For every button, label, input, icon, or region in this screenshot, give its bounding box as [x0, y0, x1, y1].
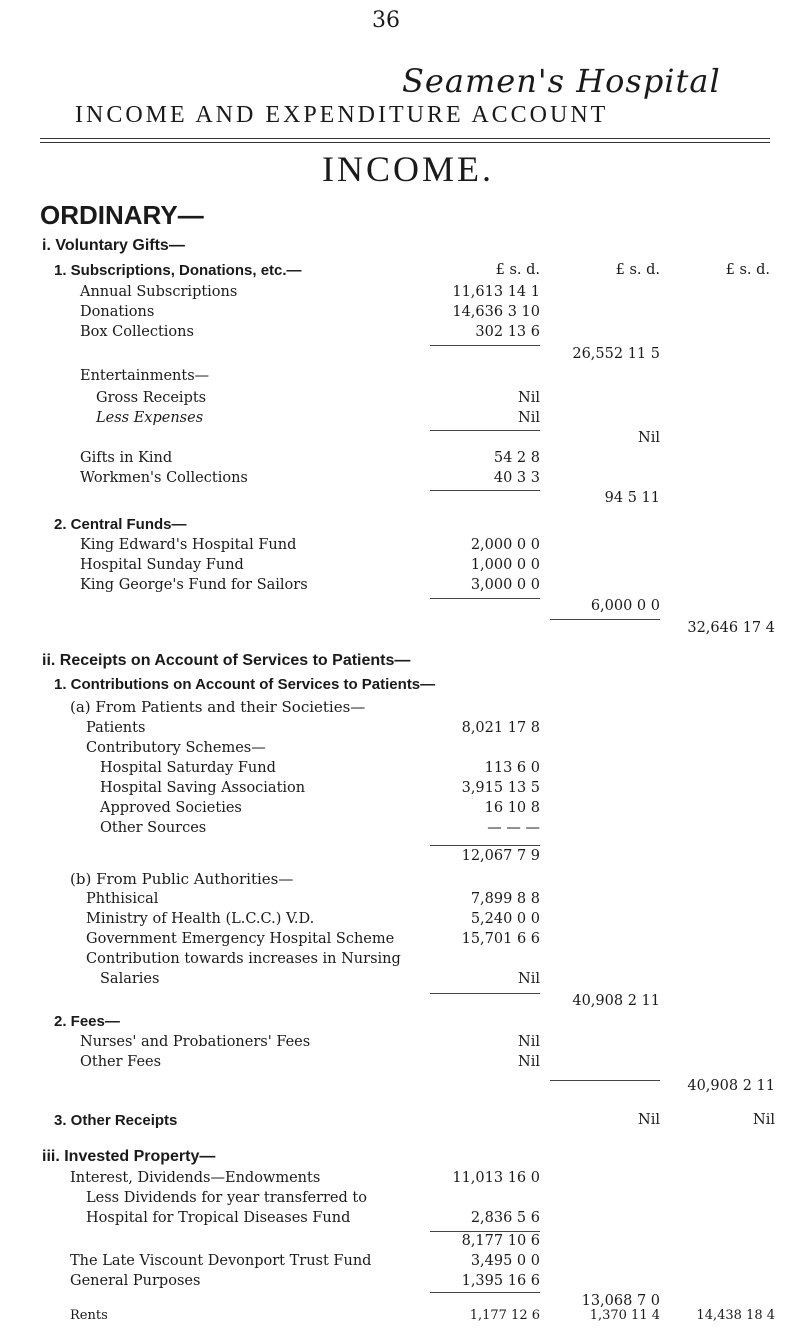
other-sources-label: Other Sources [100, 820, 207, 836]
other-receipts-right: Nil [753, 1112, 775, 1128]
invested-total: 14,438 18 4 [696, 1308, 775, 1323]
interest-label: Interest, Dividends—Endowments [70, 1170, 321, 1186]
annual-subscriptions-label: Annual Subscriptions [80, 284, 238, 300]
hospital-saving-label: Hospital Saving Association [100, 780, 306, 796]
less-expenses-label: Less Expenses [96, 410, 204, 426]
central-total: 6,000 0 0 [590, 598, 660, 614]
other-sources-amount: — — — [487, 820, 540, 836]
entertainments-total: Nil [638, 430, 660, 446]
box-collections-label: Box Collections [80, 324, 194, 340]
gross-receipts-label: Gross Receipts [96, 390, 207, 406]
currency-header: £ s. d. [725, 262, 770, 278]
subscriptions-total: 26,552 11 5 [572, 346, 660, 362]
voluntary-heading: i. Voluntary Gifts— [42, 237, 185, 254]
contributions-total: 40,908 2 11 [572, 993, 660, 1009]
hospital-saturday-amount: 113 6 0 [484, 760, 540, 776]
devonport-label: The Late Viscount Devonport Trust Fund [70, 1253, 372, 1269]
section-title: INCOME. [322, 149, 494, 189]
interest-total: 13,068 7 0 [581, 1293, 660, 1309]
interest-net: 8,177 10 6 [461, 1233, 540, 1249]
sum-line [430, 1292, 540, 1293]
interest-amount: 11,013 16 0 [452, 1170, 540, 1186]
currency-header: £ s. d. [615, 262, 660, 278]
salaries-amount: Nil [518, 971, 540, 987]
emergency-amount: 15,701 6 6 [461, 931, 540, 947]
sum-line [430, 345, 540, 346]
box-collections-amount: 302 13 6 [475, 324, 540, 340]
tropical-diseases-label: Hospital for Tropical Diseases Fund [86, 1210, 351, 1226]
hospital-saturday-label: Hospital Saturday Fund [100, 760, 276, 776]
gross-receipts-amount: Nil [518, 390, 540, 406]
other-receipts-label: 3. Other Receipts [54, 1112, 178, 1129]
hospital-sunday-label: Hospital Sunday Fund [80, 557, 244, 573]
hospital-sunday-amount: 1,000 0 0 [470, 557, 540, 573]
ministry-amount: 5,240 0 0 [470, 911, 540, 927]
from-patients-heading: (a) From Patients and their Societies— [70, 698, 366, 716]
sum-line [430, 1231, 540, 1232]
workmens-collections-amount: 40 3 3 [493, 470, 540, 486]
public-heading: (b) From Public Authorities— [70, 870, 294, 888]
tropical-diseases-amount: 2,836 5 6 [470, 1210, 540, 1226]
subscriptions-heading: 1. Subscriptions, Donations, etc.— [54, 262, 302, 279]
nurses-fees-amount: Nil [518, 1034, 540, 1050]
hospital-saving-amount: 3,915 13 5 [461, 780, 540, 796]
account-title: INCOME AND EXPENDITURE ACCOUNT [75, 102, 609, 128]
sum-line [430, 490, 540, 491]
gifts-in-kind-label: Gifts in Kind [80, 450, 173, 466]
gifts-total: 94 5 11 [604, 490, 660, 506]
services-total: 40,908 2 11 [687, 1078, 775, 1094]
central-funds-heading: 2. Central Funds— [54, 516, 187, 533]
approved-societies-label: Approved Societies [100, 800, 242, 816]
other-fees-label: Other Fees [80, 1054, 162, 1070]
contributions-heading: 1. Contributions on Account of Services to Patients— [54, 676, 436, 693]
contributory-heading: Contributory Schemes— [86, 740, 266, 756]
general-purposes-amount: 1,395 16 6 [461, 1273, 540, 1289]
king-george-amount: 3,000 0 0 [470, 577, 540, 593]
emergency-label: Government Emergency Hospital Scheme [86, 931, 395, 947]
page-number: 36 [372, 8, 400, 33]
less-expenses-amount: Nil [518, 410, 540, 426]
less-dividends-line: Less Dividends for year transferred to [86, 1190, 367, 1206]
sum-line [430, 993, 540, 994]
voluntary-total: 32,646 17 4 [687, 620, 775, 636]
salaries-label: Salaries [100, 971, 160, 987]
divider [40, 138, 770, 139]
fees-heading: 2. Fees— [54, 1013, 120, 1030]
ministry-label: Ministry of Health (L.C.C.) V.D. [86, 911, 315, 927]
devonport-amount: 3,495 0 0 [470, 1253, 540, 1269]
approved-societies-amount: 16 10 8 [484, 800, 540, 816]
king-edward-label: King Edward's Hospital Fund [80, 537, 297, 553]
entertainments-heading: Entertainments— [80, 368, 210, 384]
sum-line [550, 619, 660, 620]
general-purposes-label: General Purposes [70, 1273, 201, 1289]
donations-amount: 14,636 3 10 [452, 304, 540, 320]
ordinary-heading: ORDINARY— [40, 200, 204, 230]
sum-line [430, 430, 540, 431]
king-edward-amount: 2,000 0 0 [470, 537, 540, 553]
rents-label: Rents [70, 1308, 108, 1323]
phthisical-label: Phthisical [86, 891, 159, 907]
nursing-line: Contribution towards increases in Nursing [86, 951, 401, 967]
sum-line [550, 1080, 660, 1081]
rents-total: 1,370 11 4 [589, 1308, 660, 1323]
gifts-in-kind-amount: 54 2 8 [493, 450, 540, 466]
invested-heading: iii. Invested Property— [42, 1148, 216, 1165]
annual-subscriptions-amount: 11,613 14 1 [452, 284, 540, 300]
patients-subtotal: 12,067 7 9 [461, 848, 540, 864]
services-heading: ii. Receipts on Account of Services to Patients— [42, 652, 411, 669]
king-george-label: King George's Fund for Sailors [80, 577, 308, 593]
currency-header: £ s. d. [495, 262, 540, 278]
divider [40, 142, 770, 143]
hospital-name: Seamen's Hospital [402, 62, 721, 100]
other-receipts-mid: Nil [638, 1112, 660, 1128]
donations-label: Donations [80, 304, 155, 320]
sum-line [430, 598, 540, 599]
rents-amount: 1,177 12 6 [469, 1308, 540, 1323]
patients-amount: 8,021 17 8 [461, 720, 540, 736]
patients-label: Patients [86, 720, 146, 736]
other-fees-amount: Nil [518, 1054, 540, 1070]
nurses-fees-label: Nurses' and Probationers' Fees [80, 1034, 311, 1050]
sum-line [430, 845, 540, 846]
phthisical-amount: 7,899 8 8 [470, 891, 540, 907]
workmens-collections-label: Workmen's Collections [80, 470, 248, 486]
